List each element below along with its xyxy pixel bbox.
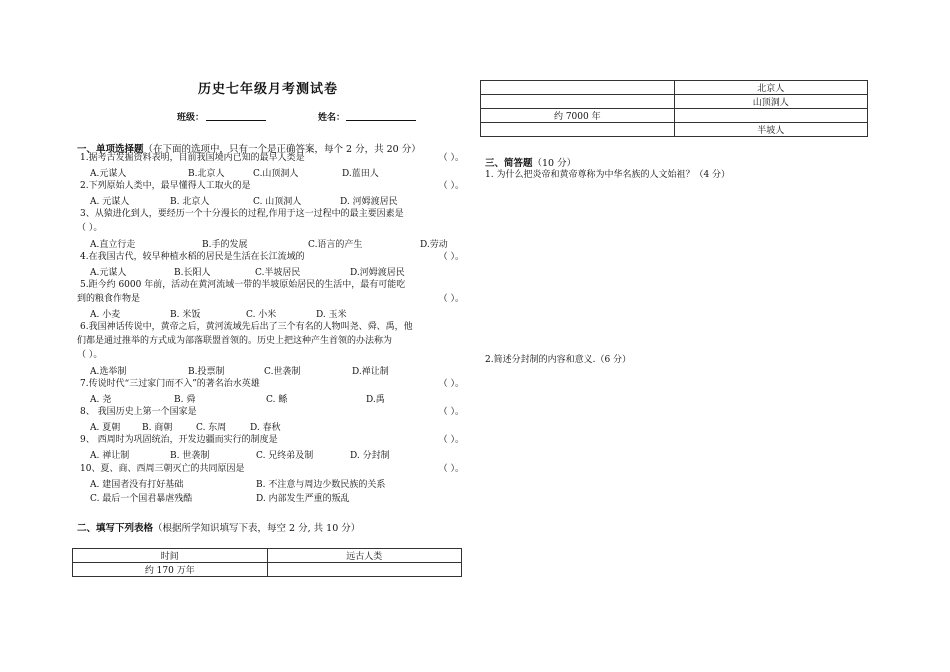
q10-option-d[interactable]: D. 内部发生严重的叛乱 (256, 494, 350, 504)
table-cell-blank[interactable] (267, 563, 461, 577)
q5-option-d[interactable]: D. 玉米 (316, 310, 347, 320)
q10-option-c[interactable]: C. 最后一个国君暴虐残酷 (90, 494, 193, 504)
table-cell-people: 半坡人 (674, 123, 867, 137)
q10-option-b[interactable]: B. 不注意与周边少数民族的关系 (256, 480, 386, 490)
question-5-line2: 到的粮食作物是 （ ）。 (77, 294, 464, 304)
question-3-paren: （ ）。 (77, 223, 103, 233)
q6-option-c[interactable]: C.世袭制 (264, 367, 301, 377)
q3-option-b[interactable]: B.手的发展 (202, 240, 248, 250)
page-title: 历史七年级月考测试卷 (197, 82, 338, 97)
question-7: 7.传说时代“三过家门而不入”的著名治水英雄 （ ）。 (80, 379, 464, 389)
q5-option-b[interactable]: B. 米饭 (170, 310, 201, 320)
question-6: 6.我国神话传说中，黄帝之后，黄河流域先后出了三个有名的人物叫尧、舜、禹，他 (80, 322, 413, 332)
q8-option-c[interactable]: C. 东周 (196, 423, 227, 433)
table-header-people: 远古人类 (267, 549, 461, 563)
q4-option-c[interactable]: C.半坡居民 (255, 268, 301, 278)
left-column (72, 0, 464, 672)
q1-option-b[interactable]: B.北京人 (188, 169, 225, 179)
q6-option-b[interactable]: B.投票制 (188, 367, 225, 377)
class-label: 班级： (177, 113, 205, 123)
question-10: 10、夏、商、西周三朝灭亡的共同原因是 （ ）。 (80, 464, 464, 474)
table-cell-blank[interactable] (481, 123, 675, 137)
table-cell-people: 山顶洞人 (674, 95, 867, 109)
q4-option-a[interactable]: A.元谋人 (90, 268, 127, 278)
q7-option-a[interactable]: A. 尧 (90, 395, 112, 405)
q9-option-b[interactable]: B. 世袭制 (170, 451, 210, 461)
question-4: 4.在我国古代，较早种植水稻的居民是生活在长江流域的 （ ）。 (80, 252, 464, 262)
q8-option-b[interactable]: B. 商朝 (142, 423, 173, 433)
table-cell-people: 北京人 (674, 81, 867, 95)
q5-option-a[interactable]: A. 小麦 (90, 310, 121, 320)
name-label: 姓名： (318, 113, 346, 123)
q1-option-c[interactable]: C.山顶洞人 (253, 169, 299, 179)
question-1: 1.据考古发掘资料表明，目前我国境内已知的最早人类是 （ ）。 (80, 153, 464, 163)
section1-heading: 一、单项选择题（在下面的选项中，只有一个是正确答案，每个 2 分，共 20 分） (77, 144, 421, 155)
table-cell-time: 约 7000 年 (481, 109, 675, 123)
section2-heading: 二、填写下列表格（根据所学知识填写下表，每空 2 分, 共 10 分） (77, 523, 361, 534)
question-9: 9、 西周时为巩固统治，开发边疆而实行的制度是 （ ）。 (80, 435, 464, 445)
table-cell-blank[interactable] (481, 81, 675, 95)
q2-option-b[interactable]: B. 北京人 (170, 197, 210, 207)
q5-option-c[interactable]: C. 小米 (246, 310, 277, 320)
q7-option-b[interactable]: B. 舜 (174, 395, 196, 405)
q2-option-d[interactable]: D. 河姆渡居民 (340, 197, 398, 207)
question-6-paren: （ ）。 (77, 350, 103, 360)
q9-option-c[interactable]: C. 兄终弟及制 (256, 451, 314, 461)
short-answer-1: 1. 为什么把炎帝和黄帝尊称为中华名族的人文始祖？（4 分） (485, 170, 731, 180)
q3-option-c[interactable]: C.语言的产生 (308, 240, 363, 250)
q2-option-a[interactable]: A. 元谋人 (90, 197, 130, 207)
question-2: 2.下列原始人类中，最早懂得人工取火的是 （ ）。 (80, 181, 464, 191)
q9-option-d[interactable]: D. 分封制 (350, 451, 390, 461)
table-cell-blank[interactable] (481, 95, 675, 109)
history-table-right (480, 80, 868, 137)
question-3: 3、从猿进化到人，要经历一个十分漫长的过程,作用于这一过程中的最主要因素是 (80, 209, 404, 219)
q8-option-a[interactable]: A. 夏朝 (90, 423, 121, 433)
q6-option-d[interactable]: D.禅让制 (352, 367, 389, 377)
q9-option-a[interactable]: A. 禅让制 (90, 451, 130, 461)
question-8: 8、 我国历史上第一个国家是 （ ）。 (80, 407, 464, 417)
q6-option-a[interactable]: A.选举制 (90, 367, 127, 377)
q7-option-d[interactable]: D.禹 (366, 395, 385, 405)
q7-option-c[interactable]: C. 鲧 (266, 395, 288, 405)
table-header-time: 时间 (73, 549, 268, 563)
section3-heading: 三、简答题（10 分） (485, 158, 577, 169)
short-answer-2: 2.简述分封制的内容和意义.（6 分） (485, 355, 632, 365)
table-cell-blank[interactable] (674, 109, 867, 123)
question-5: 5.距今约 6000 年前，活动在黄河流域一带的半坡原始居民的生活中，最有可能吃 (80, 280, 406, 290)
question-6-line2: 们都是通过推举的方式成为部落联盟首领的。历史上把这种产生首领的办法称为 (77, 336, 393, 346)
q2-option-c[interactable]: C. 山顶洞人 (253, 197, 302, 207)
q10-option-a[interactable]: A. 建国者没有打好基础 (90, 480, 184, 490)
right-column (480, 0, 870, 672)
q3-option-d[interactable]: D.劳动 (420, 240, 448, 250)
table-cell-time: 约 170 万年 (73, 563, 268, 577)
q4-option-d[interactable]: D.河姆渡居民 (350, 268, 405, 278)
q8-option-d[interactable]: D. 春秋 (250, 423, 281, 433)
q1-option-d[interactable]: D.蓝田人 (342, 169, 379, 179)
q4-option-b[interactable]: B.长阳人 (174, 268, 211, 278)
history-table-left (72, 548, 462, 577)
q3-option-a[interactable]: A.直立行走 (90, 240, 136, 250)
q1-option-a[interactable]: A.元谋人 (90, 169, 127, 179)
